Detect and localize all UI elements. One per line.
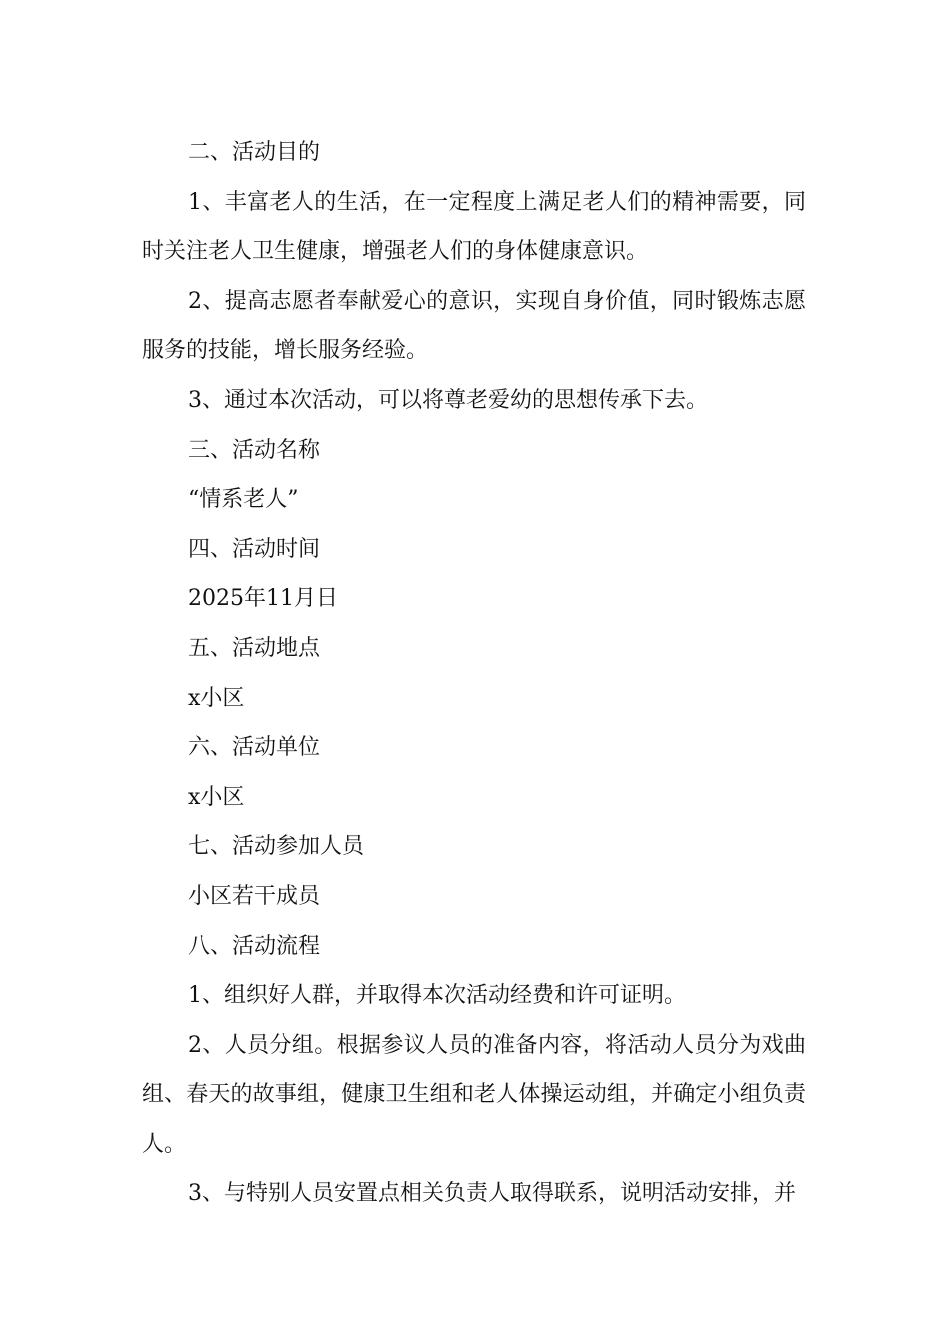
section-heading-purpose: 二、活动目的	[188, 140, 321, 165]
section-heading-participants: 七、活动参加人员	[188, 834, 365, 860]
section-heading-name: 三、活动名称	[188, 437, 321, 463]
purpose-item-3: 3、通过本次活动，可以将尊老爱幼的思想传承下去。	[188, 387, 708, 413]
activity-location: x小区	[188, 685, 245, 711]
section-heading-time: 四、活动时间	[188, 536, 321, 562]
process-step-3: 3、与特别人员安置点相关负责人取得联系，说明活动安排，并	[188, 1181, 796, 1207]
activity-unit: x小区	[188, 784, 245, 810]
purpose-item-1: 1、丰富老人的生活，在一定程度上满足老人们的精神需要，同时关注老人卫生健康，增强老人们的身体健康意识。	[142, 189, 806, 265]
activity-name: “情系老人”	[188, 487, 299, 513]
section-heading-process: 八、活动流程	[188, 933, 321, 959]
section-heading-location: 五、活动地点	[188, 635, 321, 661]
document-body	[142, 128, 806, 1219]
process-step-2: 2、人员分组。根据参议人员的准备内容，将活动人员分为戏曲组、春天的故事组，健康卫生组和老人体操运动组，并确定小组负责人。	[142, 1032, 806, 1157]
activity-participants: 小区若干成员	[188, 883, 321, 909]
activity-time: 2025年11月日	[188, 586, 338, 612]
purpose-item-2: 2、提高志愿者奉献爱心的意识，实现自身价值，同时锻炼志愿服务的技能，增长服务经验。	[142, 288, 806, 364]
section-heading-unit: 六、活动单位	[188, 735, 321, 761]
process-step-1: 1、组织好人群，并取得本次活动经费和许可证明。	[188, 983, 686, 1009]
